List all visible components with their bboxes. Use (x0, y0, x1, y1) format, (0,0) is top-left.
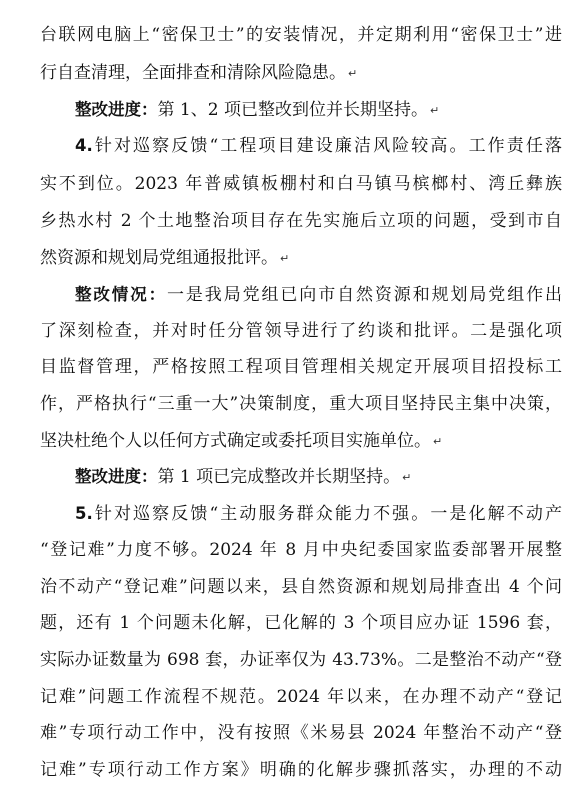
text-line: 乡热水村 2 个土地整治项目存在先实施后立项的问题，受到市自 (40, 211, 562, 231)
paragraph-mark-icon: ↵ (280, 252, 290, 265)
text-line: 难”专项行动工作中，没有按照《米易县 2024 年整治不动产“登 (40, 723, 562, 743)
paragraph-mark-icon: ↵ (402, 471, 412, 484)
item-number: 5. (75, 504, 93, 523)
text-line: 了深刻检查，并对时任分管领导进行了约谈和批评。二是强化项 (40, 321, 562, 341)
heading-label: 整改进度： (75, 467, 158, 486)
text-line: “登记难”力度不够。2024 年 8 月中央纪委国家监委部署开展整 (40, 540, 562, 560)
text-line: 行自查清理，全面排查和清除风险隐患。 ↵ (40, 63, 358, 83)
text-line: 台联网电脑上“密保卫士”的安装情况，并定期利用“密保卫士”进 (40, 25, 562, 45)
text-line: 题，还有 1 个问题未化解，已化解的 3 个项目应办证 1596 套， (40, 613, 562, 633)
rectification-line: 整改情况：一是我局党组已向市自然资源和规划局党组作出 (75, 285, 562, 305)
paragraph-mark-icon: ↵ (433, 435, 443, 448)
paragraph-mark-icon: ↵ (348, 67, 358, 80)
text-line: 治不动产“登记难”问题以来，县自然资源和规划局排查出 4 个问 (40, 577, 562, 597)
text-line: 目监督管理，严格按照工程项目管理相关规定开展项目招投标工 (40, 357, 562, 377)
item-heading-line: 4.针对巡察反馈“工程项目建设廉洁风险较高。工作责任落 (75, 136, 562, 156)
text-line: 记难”专项行动工作方案》明确的化解步骤抓落实，办理的不动 (40, 760, 562, 780)
text-line: 坚决杜绝个人以任何方式确定或委托项目实施单位。 ↵ (40, 431, 443, 451)
text-line: 作，严格执行“三重一大”决策制度，重大项目坚持民主集中决策， (40, 394, 562, 414)
item-heading-line: 5.针对巡察反馈“主动服务群众能力不强。一是化解不动产 (75, 504, 562, 524)
progress-line: 整改进度：第 1 项已完成整改并长期坚持。 ↵ (75, 467, 412, 487)
text-line: 记难”问题工作流程不规范。2024 年以来，在办理不动产“登记 (40, 687, 562, 707)
text-line: 然资源和规划局党组通报批评。 ↵ (40, 248, 290, 268)
text-line: 实际办证数量为 698 套，办证率仅为 43.73%。二是整治不动产“登 (40, 650, 562, 670)
progress-line: 整改进度：第 1、2 项已整改到位并长期坚持。 ↵ (75, 100, 440, 120)
heading-label: 整改情况： (75, 285, 167, 304)
heading-label: 整改进度： (75, 100, 158, 119)
paragraph-mark-icon: ↵ (429, 104, 440, 117)
text-line: 实不到位。2023 年普威镇板棚村和白马镇马槟榔村、湾丘彝族 (40, 174, 562, 194)
item-number: 4. (75, 136, 93, 155)
